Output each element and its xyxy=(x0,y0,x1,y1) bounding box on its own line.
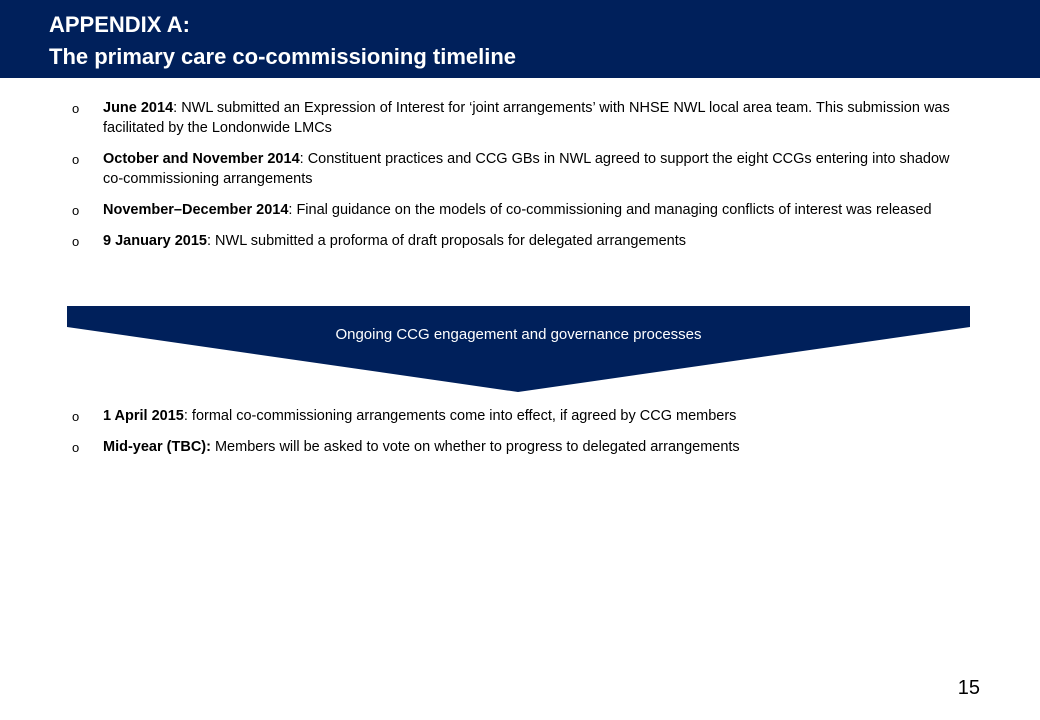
bullet-circle-icon: o xyxy=(72,409,80,424)
timeline-description: Members will be asked to vote on whether to progress to delegated arrangements xyxy=(210,439,740,455)
timeline-description: : NWL submitted a proforma of draft proposals for delegated arrangements xyxy=(207,233,687,249)
timeline-description: : Constituent practices and CCG GBs in NWL agreed to support the eight CCGs entering into shadow co-commissioning arrangements xyxy=(103,151,950,187)
timeline-item-oct-nov-2014 xyxy=(72,149,952,189)
bullet-circle-icon: o xyxy=(72,440,80,455)
timeline-description: : Final guidance on the models of co-commissioning and managing conflicts of interest was released xyxy=(288,202,932,218)
page-title: The primary care co-commissioning timeline xyxy=(49,44,517,69)
timeline-date: November–December 2014 xyxy=(103,202,289,218)
timeline-date: October and November 2014 xyxy=(103,151,300,167)
timeline-date: June 2014 xyxy=(103,100,174,116)
header-bar xyxy=(0,0,1040,78)
timeline-item-jan-2015 xyxy=(72,231,952,251)
timeline-list-after xyxy=(72,406,952,468)
timeline-item-june-2014 xyxy=(72,98,952,138)
banner-chevron xyxy=(67,306,970,392)
timeline-date: 1 April 2015 xyxy=(103,408,184,424)
timeline-item-mid-year xyxy=(72,437,952,457)
bullet-circle-icon: o xyxy=(72,234,80,249)
timeline-item-april-2015 xyxy=(72,406,952,426)
timeline-item-nov-dec-2014 xyxy=(72,200,952,220)
page-number: 15 xyxy=(957,677,980,699)
bullet-circle-icon: o xyxy=(72,101,80,116)
timeline-list-before xyxy=(72,98,952,262)
timeline-description: : NWL submitted an Expression of Interest for ‘joint arrangements’ with NHSE NWL local area team. This submission was facilitated by the Londonwide LMCs xyxy=(103,100,950,136)
ongoing-process-banner xyxy=(67,306,970,392)
banner-label: Ongoing CCG engagement and governance processes xyxy=(335,326,702,343)
timeline-description: : formal co-commissioning arrangements come into effect, if agreed by CCG members xyxy=(183,408,737,424)
timeline-date: 9 January 2015 xyxy=(103,233,207,249)
page-title-prefix: APPENDIX A: xyxy=(49,12,190,37)
bullet-circle-icon: o xyxy=(72,152,80,167)
timeline-date: Mid-year (TBC): xyxy=(103,439,211,455)
chevron-banner-shape xyxy=(67,306,970,392)
bullet-circle-icon: o xyxy=(72,203,80,218)
